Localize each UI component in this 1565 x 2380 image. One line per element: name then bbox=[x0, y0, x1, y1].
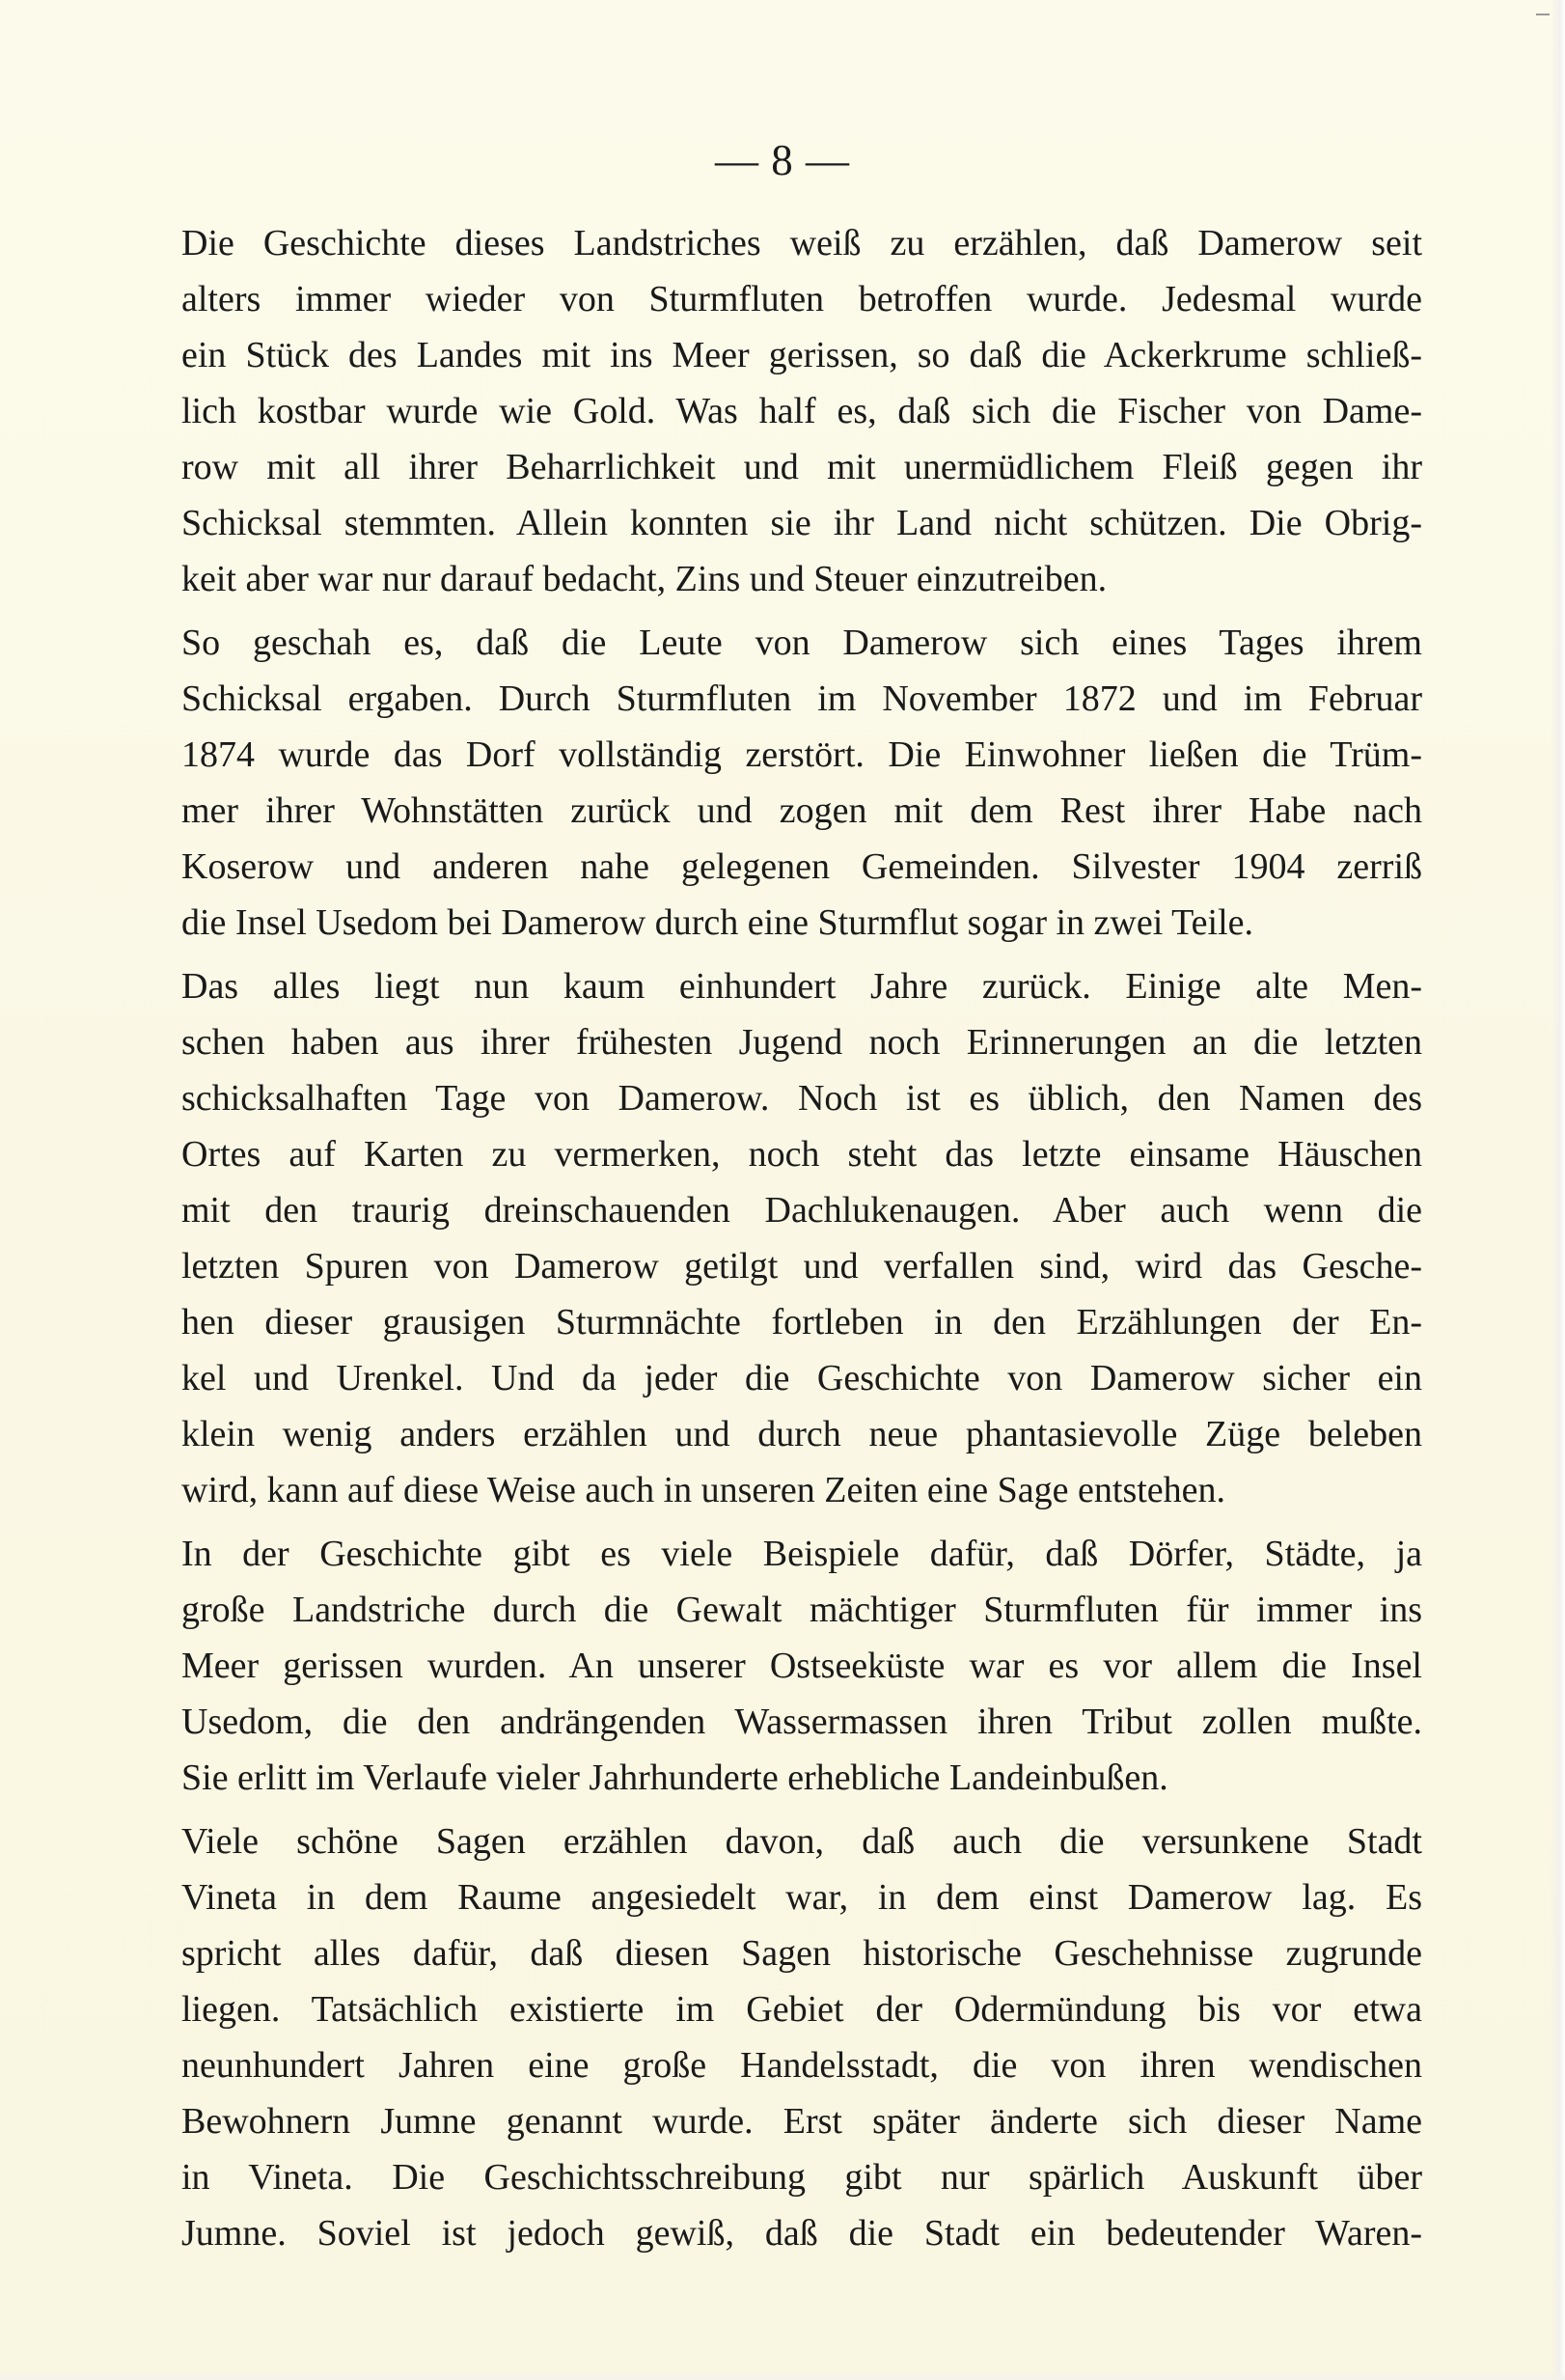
text-line: hen dieser grausigen Sturmnächte fortleben in den Erzählungen der En- bbox=[181, 1302, 1422, 1342]
text-line: lich kostbar wurde wie Gold. Was half es, daß sich die Fischer von Dame- bbox=[181, 391, 1422, 431]
text-line: Meer gerissen wurden. An unserer Ostseeküste war es vor allem die Insel bbox=[181, 1646, 1422, 1686]
page-bottom-edge bbox=[0, 2370, 1565, 2380]
page-right-edge bbox=[1551, 0, 1565, 2380]
paragraph-3 bbox=[181, 958, 1422, 1518]
text-line: Vineta in dem Raume angesiedelt war, in dem einst Damerow lag. Es bbox=[181, 1877, 1422, 1918]
text-line: mit den traurig dreinschauenden Dachlukenaugen. Aber auch wenn die bbox=[181, 1190, 1422, 1231]
paragraph-1 bbox=[181, 215, 1422, 607]
text-line: wird, kann auf diese Weise auch in unseren Zeiten eine Sage entstehen. bbox=[181, 1470, 1226, 1510]
text-line: die Insel Usedom bei Damerow durch eine Sturmflut sogar in zwei Teile. bbox=[181, 902, 1253, 943]
scan-corner-mark bbox=[1536, 14, 1550, 15]
text-line: schicksalhaften Tage von Damerow. Noch ist es üblich, den Namen des bbox=[181, 1078, 1422, 1119]
text-line: Jumne. Soviel ist jedoch gewiß, daß die Stadt ein bedeutender Waren- bbox=[181, 2213, 1422, 2254]
text-line: Bewohnern Jumne genannt wurde. Erst später änderte sich dieser Name bbox=[181, 2101, 1422, 2142]
text-line: kel und Urenkel. Und da jeder die Geschichte von Damerow sicher ein bbox=[181, 1358, 1422, 1398]
text-line: Viele schöne Sagen erzählen davon, daß auch die versunkene Stadt bbox=[181, 1821, 1422, 1862]
text-line: Sie erlitt im Verlaufe vieler Jahrhunderte erhebliche Landeinbußen. bbox=[181, 1757, 1168, 1798]
text-line: spricht alles dafür, daß diesen Sagen historische Geschehnisse zugrunde bbox=[181, 1933, 1422, 1974]
paragraph-2 bbox=[181, 615, 1422, 951]
text-line: So geschah es, daß die Leute von Damerow sich eines Tages ihrem bbox=[181, 623, 1422, 663]
body-text bbox=[181, 215, 1422, 2269]
paragraph-4 bbox=[181, 1526, 1422, 1806]
text-line: Die Geschichte dieses Landstriches weiß zu erzählen, daß Damerow seit bbox=[181, 223, 1422, 263]
text-line: In der Geschichte gibt es viele Beispiele dafür, daß Dörfer, Städte, ja bbox=[181, 1534, 1422, 1574]
text-line: liegen. Tatsächlich existierte im Gebiet der Odermündung bis vor etwa bbox=[181, 1989, 1422, 2030]
text-line: ein Stück des Landes mit ins Meer gerissen, so daß die Ackerkrume schließ- bbox=[181, 335, 1422, 375]
text-line: 1874 wurde das Dorf vollständig zerstört. Die Einwohner ließen die Trüm- bbox=[181, 734, 1422, 775]
text-line: in Vineta. Die Geschichtsschreibung gibt nur spärlich Auskunft über bbox=[181, 2157, 1422, 2198]
text-line: neunhundert Jahren eine große Handelsstadt, die von ihren wendischen bbox=[181, 2045, 1422, 2086]
text-line: alters immer wieder von Sturmfluten betroffen wurde. Jedesmal wurde bbox=[181, 279, 1422, 319]
text-line: Schicksal stemmten. Allein konnten sie ihr Land nicht schützen. Die Obrig- bbox=[181, 503, 1422, 543]
text-line: Usedom, die den andrängenden Wassermassen ihren Tribut zollen mußte. bbox=[181, 1702, 1422, 1742]
text-line: Koserow und anderen nahe gelegenen Gemeinden. Silvester 1904 zerriß bbox=[181, 846, 1422, 887]
text-line: Schicksal ergaben. Durch Sturmfluten im November 1872 und im Februar bbox=[181, 678, 1422, 719]
text-line: row mit all ihrer Beharrlichkeit und mit unermüdlichem Fleiß gegen ihr bbox=[181, 447, 1422, 487]
text-line: mer ihrer Wohnstätten zurück und zogen mit dem Rest ihrer Habe nach bbox=[181, 790, 1422, 831]
text-line: schen haben aus ihrer frühesten Jugend noch Erinnerungen an die letzten bbox=[181, 1022, 1422, 1063]
text-line: letzten Spuren von Damerow getilgt und verfallen sind, wird das Gesche- bbox=[181, 1246, 1422, 1287]
text-line: Ortes auf Karten zu vermerken, noch steht das letzte einsame Häuschen bbox=[181, 1134, 1422, 1175]
page-number: — 8 — bbox=[715, 136, 850, 184]
text-line: keit aber war nur darauf bedacht, Zins und Steuer einzutreiben. bbox=[181, 559, 1108, 599]
text-line: große Landstriche durch die Gewalt mächtiger Sturmfluten für immer ins bbox=[181, 1590, 1422, 1630]
text-line: klein wenig anders erzählen und durch neue phantasievolle Züge beleben bbox=[181, 1414, 1422, 1454]
paragraph-5 bbox=[181, 1813, 1422, 2261]
text-line: Das alles liegt nun kaum einhundert Jahre zurück. Einige alte Men- bbox=[181, 966, 1422, 1007]
